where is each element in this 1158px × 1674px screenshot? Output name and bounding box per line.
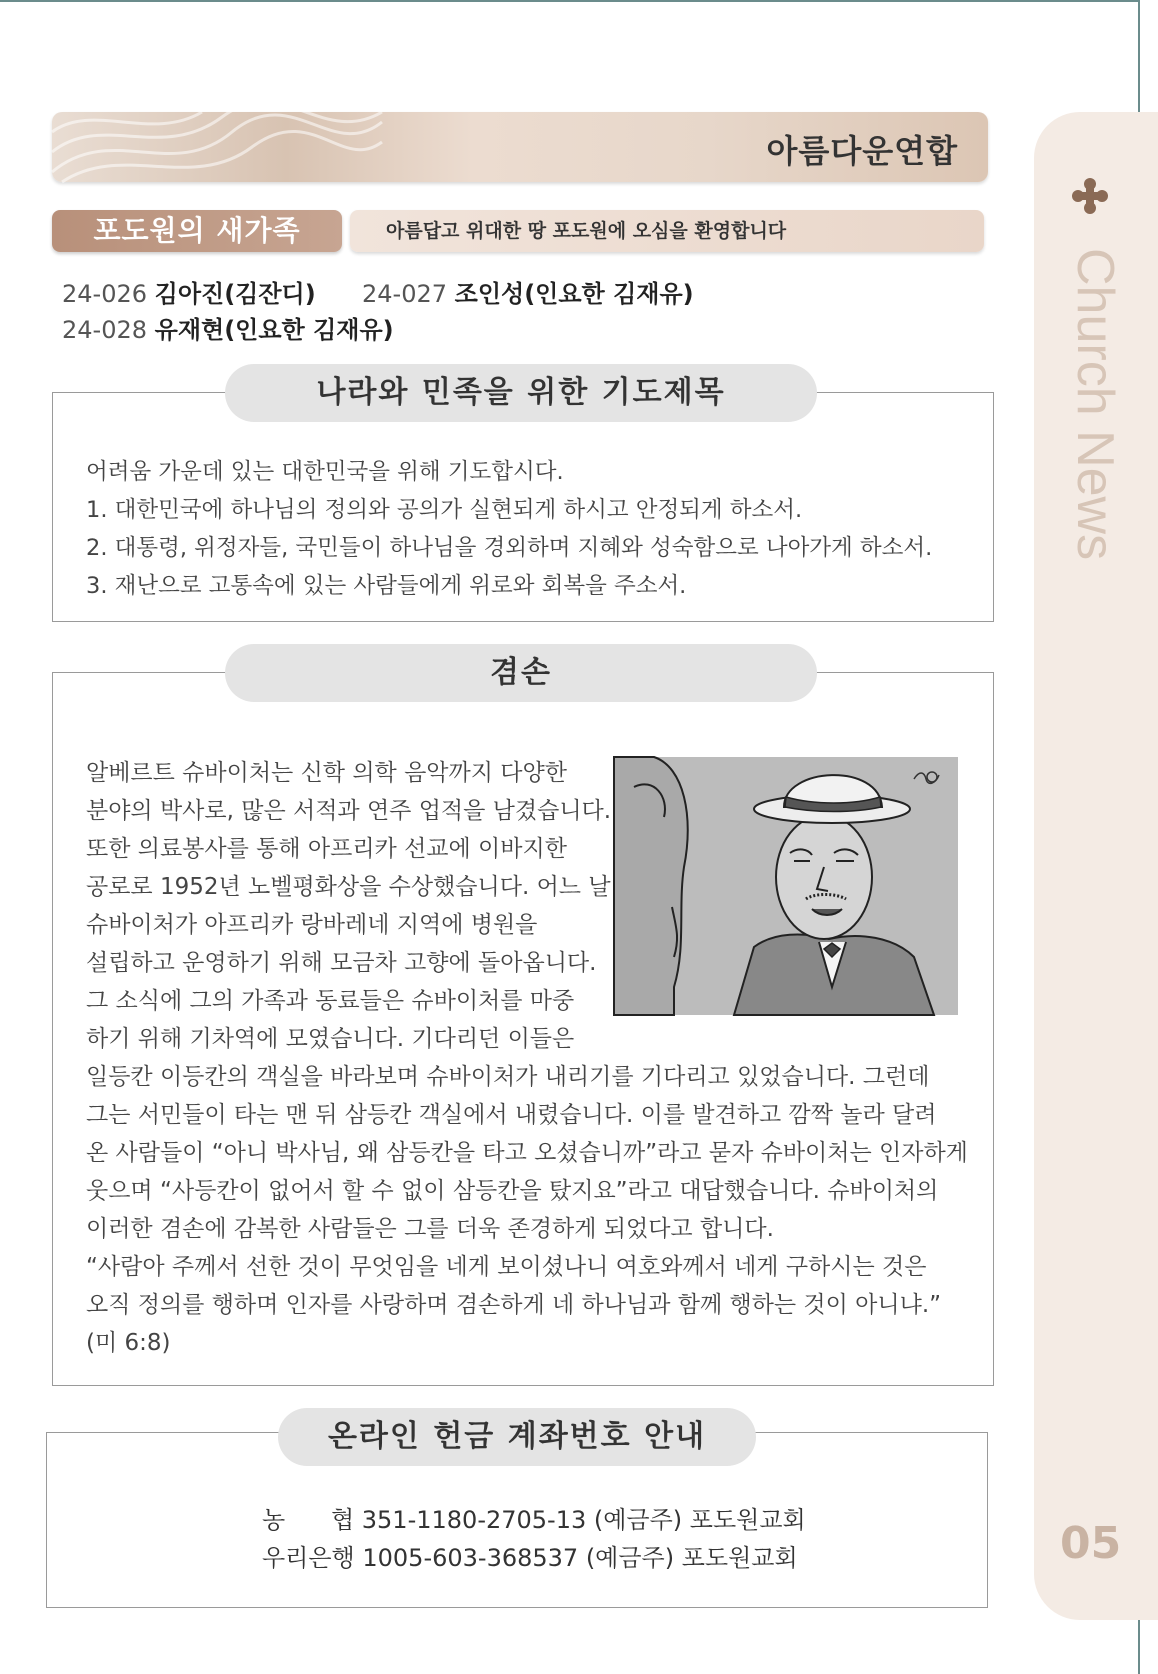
scripture-reference: (미 6:8) <box>86 1330 171 1356</box>
story-line: 슈바이처가 아프리카 랑바레네 지역에 병원을 <box>86 912 538 938</box>
story-line: 또한 의료봉사를 통해 아프리카 선교에 이바지한 <box>86 836 567 862</box>
story-line: 그 소식에 그의 가족과 동료들은 슈바이처를 마중 <box>86 988 575 1014</box>
story-line: 웃으며 “사등칸이 없어서 할 수 없이 삼등칸을 탔지요”라고 대답했습니다. 슈바이처의 <box>86 1178 939 1204</box>
humility-title: 겸손 <box>225 644 817 702</box>
prayer-item: 1. 대한민국에 하나님의 정의와 공의가 실현되게 하시고 안정되게 하소서. <box>86 497 803 523</box>
member-number: 24-028 <box>62 316 148 344</box>
prayer-item: 2. 대통령, 위정자들, 국민들이 하나님을 경외하며 지혜와 성숙함으로 나아가게 하소서. <box>86 535 933 561</box>
offering-title: 온라인 헌금 계좌번호 안내 <box>278 1408 756 1466</box>
story-line: 온 사람들이 “아니 박사님, 왜 삼등칸을 타고 오셨습니까”라고 묻자 슈바이처는 인자하게 <box>86 1140 968 1166</box>
member-name: 김아진(김잔디) <box>154 280 316 308</box>
schweitzer-illustration <box>614 757 958 1015</box>
prayer-title: 나라와 민족을 위한 기도제목 <box>225 364 817 422</box>
member-number: 24-027 <box>362 280 448 308</box>
story-line: 일등칸 이등칸의 객실을 바라보며 슈바이처가 내리기를 기다리고 있었습니다. 그런데 <box>86 1064 930 1090</box>
prayer-item: 3. 재난으로 고통속에 있는 사람들에게 위로와 회복을 주소서. <box>86 573 687 599</box>
scripture-line: “사람아 주께서 선한 것이 무엇임을 네게 보이셨나니 여호와께서 네게 구하시는 것은 <box>86 1254 927 1280</box>
member-number: 24-026 <box>62 280 148 308</box>
story-line: 분야의 박사로, 많은 서적과 연주 업적을 남겼습니다. <box>86 798 612 824</box>
header-banner <box>52 112 988 182</box>
account-nh: 농 협 351-1180-2705-13 (예금주) 포도원교회 <box>262 1506 806 1534</box>
member-entry <box>62 274 316 309</box>
svg-text:Church News: Church News <box>1066 248 1124 561</box>
cross-ornament-icon <box>1066 172 1114 220</box>
account-woori: 우리은행 1005-603-368537 (예금주) 포도원교회 <box>262 1544 798 1572</box>
story-line: 설립하고 운영하기 위해 모금차 고향에 돌아옵니다. <box>86 950 597 976</box>
side-label <box>1058 244 1124 604</box>
member-entry <box>362 274 694 309</box>
story-line: 하기 위해 기차역에 모였습니다. 기다리던 이들은 <box>86 1026 575 1052</box>
story-line: 그는 서민들이 타는 맨 뒤 삼등칸 객실에서 내렸습니다. 이를 발견하고 깜짝 놀라 달려 <box>86 1102 937 1128</box>
prayer-intro: 어려움 가운데 있는 대한민국을 위해 기도합시다. <box>86 459 564 485</box>
member-name: 조인성(인요한 김재유) <box>454 280 694 308</box>
story-line: 알베르트 슈바이처는 신학 의학 음악까지 다양한 <box>86 760 567 786</box>
member-entry <box>62 310 394 345</box>
welcome-message: 아름답고 위대한 땅 포도원에 오심을 환영합니다 <box>350 210 984 252</box>
banner-decoration <box>52 112 382 182</box>
member-name: 유재현(인요한 김재유) <box>154 316 394 344</box>
new-family-label: 포도원의 새가족 <box>52 210 342 252</box>
story-line: 이러한 겸손에 감복한 사람들은 그를 더욱 존경하게 되었다고 합니다. <box>86 1216 774 1242</box>
page-title: 아름다운연합 <box>766 132 958 170</box>
story-line: 공로로 1952년 노벨평화상을 수상했습니다. 어느 날 <box>86 874 611 900</box>
page-number: 05 <box>1060 1518 1122 1569</box>
scripture-line: 오직 정의를 행하며 인자를 사랑하며 겸손하게 네 하나님과 함께 행하는 것이 아니냐.” <box>86 1292 942 1318</box>
